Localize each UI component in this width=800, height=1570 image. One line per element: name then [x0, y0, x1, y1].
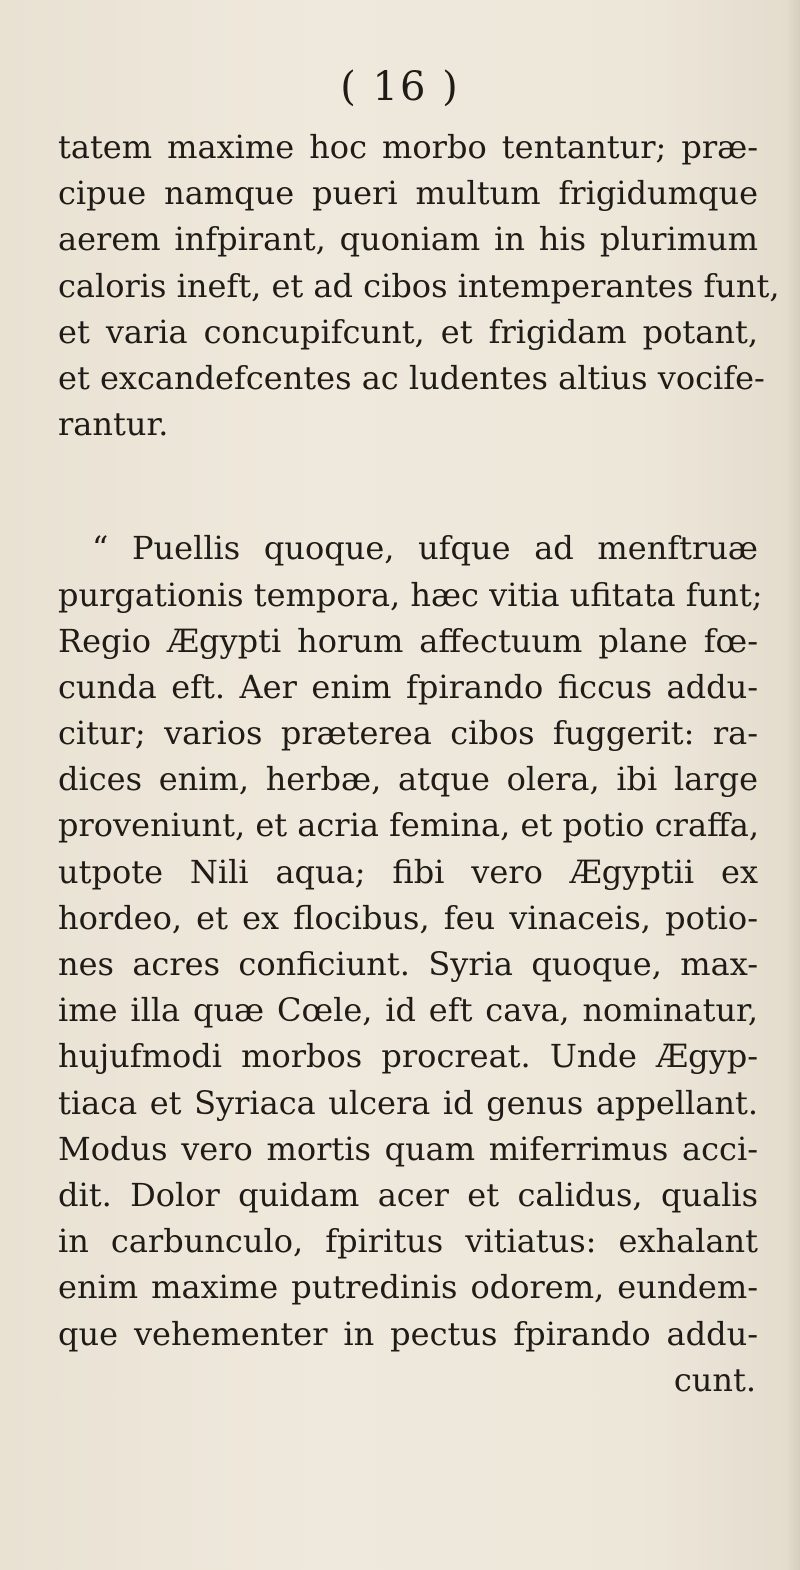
text-line: tatem maxime hoc morbo tentantur; præ- — [58, 128, 758, 166]
text-line: purgationis tempora, hæc vitia ufitata funt; — [58, 575, 763, 614]
text-line: cipue namque pueri multum frigidumque — [58, 174, 758, 213]
text-line: Regio Ægypti horum affectuum plane fœ- — [58, 621, 758, 660]
paragraph-2 — [58, 525, 763, 1403]
text-line: in carbunculo, fpiritus vitiatus: exhalant — [58, 1222, 758, 1261]
paragraph-gap — [58, 447, 758, 525]
text-line: que vehementer in pectus fpirando addu- — [58, 1314, 758, 1353]
text-line: hujufmodi morbos procreat. Unde Ægyp- — [58, 1037, 758, 1076]
text-line: Modus vero mortis quam miferrimus acci- — [58, 1129, 758, 1168]
text-line: enim maxime putredinis odorem, eundem- — [58, 1268, 758, 1307]
text-line: dit. Dolor quidam acer et calidus, qualis — [58, 1175, 758, 1214]
page-number: ( 16 ) — [340, 64, 460, 110]
text-line: “ Puellis quoque, ufque ad menftruæ — [92, 529, 758, 568]
text-line: rantur. — [58, 405, 169, 444]
text-line: hordeo, et ex flocibus, feu vinaceis, potio- — [58, 898, 758, 937]
paragraph-1 — [58, 124, 780, 447]
text-line: et excandefcentes ac ludentes altius vocife- — [58, 358, 765, 397]
text-line: utpote Nili aqua; fibi vero Ægyptii ex — [58, 852, 758, 891]
text-line: ime illa quæ Cœle, id eft cava, nominatur, — [58, 991, 758, 1030]
catchword: cunt. — [673, 1360, 756, 1399]
text-line: et varia concupifcunt, et frigidam potant, — [58, 312, 758, 351]
page-edge-shadow — [786, 0, 800, 1570]
text-line: citur; varios præterea cibos fuggerit: ra- — [58, 714, 758, 753]
text-line: cunda eft. Aer enim fpirando ficcus addu- — [58, 667, 758, 706]
text-line: nes acres conficiunt. Syria quoque, max- — [58, 945, 758, 983]
text-line: proveniunt, et acria femina, et potio craffa, — [58, 806, 759, 845]
text-line: aerem infpirant, quoniam in his plurimum — [58, 220, 758, 259]
text-line: caloris ineft, et ad cibos intemperantes funt, — [58, 266, 780, 305]
text-block — [58, 124, 780, 1403]
text-line: tiaca et Syriaca ulcera id genus appellant. — [58, 1083, 758, 1122]
text-line: dices enim, herbæ, atque olera, ibi large — [58, 760, 758, 799]
